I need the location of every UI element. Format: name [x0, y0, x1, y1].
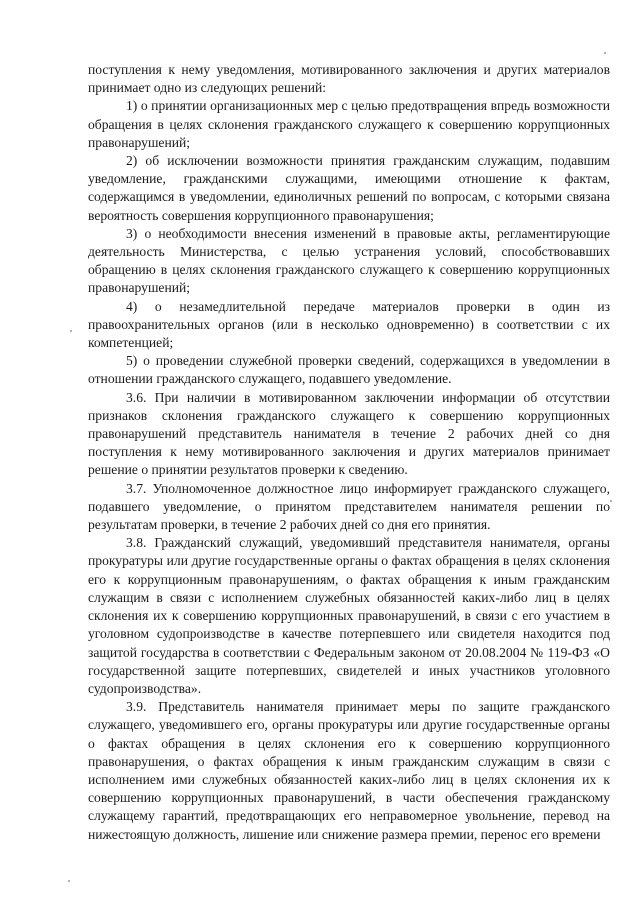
- paragraph-continuation: поступления к нему уведомления, мотивированного заключения и других материалов принимает одно из следующих решений:: [88, 62, 610, 96]
- scan-speck: [68, 880, 70, 882]
- scan-speck: [604, 52, 606, 54]
- decision-item-3: 3) о необходимости внесения изменений в правовые акты, регламентирующие деятельность Министерства, с целью устранения условий, способствовавших обращению в целях склонения гражданского служащего к совершению коррупционных правонарушений;: [88, 225, 610, 296]
- scan-speck: [610, 500, 612, 502]
- decision-item-2: 2) об исключении возможности принятия гражданским служащим, подавшим уведомление, гражданскими служащими, имеющими отношение к фактам, содержащимся в уведомлении, единоличных решений по вопросам, с которыми связана вероятность совершения коррупционного правонарушения;: [88, 153, 610, 223]
- clause-3-6: 3.6. При наличии в мотивированном заключении информации об отсутствии признаков склонения гражданского служащего к совершению коррупционных правонарушений представитель нанимателя в течение 2 рабочих дней со дня поступления к нему мотивированного заключения и других материалов принимает решение о принятии результатов проверки к сведению.: [88, 389, 610, 478]
- decision-item-4: 4) о незамедлительной передаче материалов проверки в один из правоохранительных органов (или в несколько одновременно) в соответствии с их компетенцией;: [88, 298, 610, 351]
- clause-3-8: 3.8. Гражданский служащий, уведомивший представителя нанимателя, органы прокуратуры или другие государственные органы о фактах обращения в целях склонения его к коррупционным правонарушениям, о фактах обращения к иным гражданским служащим в связи с исполнением служебных обязанностей каких-либо лиц в целях склонения их к совершению коррупционных правонарушений, в связи с его участием в уголовном судопроизводстве в качестве потерпевшего или свидетеля находится под защитой государства в соответствии с Федеральным законом от 20.08.2004 № 119-ФЗ «О государственной защите потерпевших, свидетелей и иных участников уголовного судопроизводства».: [88, 535, 610, 696]
- scan-speck: [70, 330, 72, 332]
- clause-3-9: 3.9. Представитель нанимателя принимает меры по защите гражданского служащего, уведомившего его, органы прокуратуры или другие государственные органы о фактах обращения в целях склонения его к совершению коррупционного правонарушения, о фактах обращения к иным гражданским служащим в связи с исполнением ими служебных обязанностей каких-либо лиц в целях склонения их к совершению коррупционных правонарушений, в части обеспечения гражданскому служащему гарантий, предотвращающих его неправомерное увольнение, перевод на нижестоящую должность, лишение или снижение размера премии, перенос его времени: [88, 699, 610, 842]
- document-page: [88, 61, 610, 844]
- decision-item-5: 5) о проведении служебной проверки сведений, содержащихся в уведомлении в отношении гражданского служащего, подавшего уведомление.: [88, 353, 610, 387]
- clause-3-7: 3.7. Уполномоченное должностное лицо информирует гражданского служащего, подавшего уведомление, о принятом представителем нанимателя решении по результатам проверки, в течение 2 рабочих дней со дня его принятия.: [88, 480, 610, 533]
- decision-item-1: 1) о принятии организационных мер с целью предотвращения впредь возможности обращения в целях склонения гражданского служащего к совершению коррупционных правонарушений;: [88, 98, 610, 150]
